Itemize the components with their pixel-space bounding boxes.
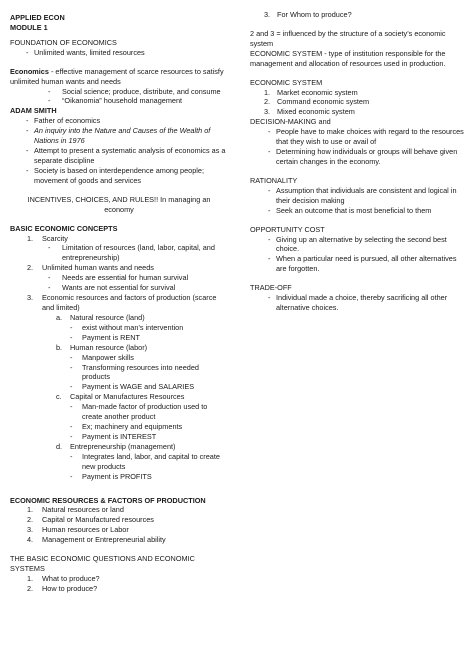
- economic-system-heading: ECONOMIC SYSTEM: [250, 77, 323, 87]
- list-item: - Father of economics: [26, 116, 101, 126]
- list-item: c. Capital or Manufactures Resources: [56, 392, 185, 402]
- list-item: 2. Capital or Manufactured resources: [27, 515, 154, 525]
- rationality-heading: RATIONALITY: [250, 175, 298, 185]
- list-item: - Transforming resources into needed products: [70, 362, 199, 382]
- list-item: - Ex; machinery and equipments: [70, 422, 183, 432]
- left-column: [10, 13, 228, 594]
- list-item: - Giving up an alternative by selecting the second best choice.: [268, 234, 447, 254]
- list-item: - Wants are not essential for survival: [48, 283, 176, 293]
- list-item: 3. Human resources or Labor: [27, 525, 129, 535]
- foundation-heading: FOUNDATION OF ECONOMICS: [10, 37, 117, 47]
- list-item: - Payment is WAGE and SALARIES: [70, 382, 195, 392]
- influence-note: 2 and 3 = influenced by the structure of a society’s economic system: [250, 28, 446, 48]
- list-item: - Payment is INTEREST: [70, 431, 157, 441]
- list-item: 3. For Whom to produce?: [264, 10, 352, 19]
- list-item: 4. Management or Entrepreneurial ability: [27, 535, 166, 545]
- list-item: - exist without man’s intervention: [70, 322, 184, 332]
- adam-smith-heading: ADAM SMITH: [10, 106, 57, 116]
- list-item: 3. Mixed economic system: [264, 107, 355, 117]
- list-item: - When a particular need is pursued, all other alternatives are forgotten.: [268, 254, 457, 274]
- list-item: - Seek an outcome that is most beneficial to them: [268, 205, 432, 215]
- list-item: a. Natural resource (land): [56, 312, 145, 322]
- questions-heading: THE BASIC ECONOMIC QUESTIONS AND ECONOMIC SYSTEMS: [10, 554, 195, 574]
- list-item: - Manpower skills: [70, 352, 134, 362]
- resources-heading: ECONOMIC RESOURCES & FACTORS OF PRODUCTION: [10, 495, 206, 505]
- right-column: [250, 10, 464, 313]
- list-item: - Unlimited wants, limited resources: [26, 47, 145, 57]
- list-item: - Determining how individuals or groups will behave given certain changes in the economy.: [268, 147, 458, 166]
- list-item: 1. Market economic system: [264, 87, 358, 97]
- list-item: - Needs are essential for human survival: [48, 273, 189, 283]
- list-item: 1. Natural resources or land: [27, 505, 124, 515]
- list-item: b. Human resource (labor): [56, 342, 148, 352]
- doc-title: APPLIED ECON: [10, 13, 65, 22]
- list-item: - Man-made factor of production used to create another product: [70, 402, 208, 422]
- list-item: - Limitation of resources (land, labor, capital, and entrepreneurship): [48, 243, 215, 263]
- list-item: - Attempt to present a systematic analysis of economics as a separate discipline: [26, 146, 226, 165]
- list-item: - An inquiry into the Nature and Causes of the Wealth of Nations in 1976: [26, 126, 211, 146]
- list-item: 2. Command economic system: [264, 97, 370, 107]
- list-item: 1. What to produce?: [27, 574, 100, 584]
- list-item: - “Oikanomia” household management: [48, 96, 183, 106]
- basic-concepts-heading: BASIC ECONOMIC CONCEPTS: [10, 223, 118, 233]
- list-item: - Society is based on interdependence among people; movement of goods and services: [26, 165, 204, 185]
- list-item: - Payment is PROFITS: [70, 471, 152, 481]
- economic-system-definition: ECONOMIC SYSTEM - type of institution responsible for the management and allocation of resources used in production.: [250, 48, 446, 68]
- list-item: - People have to make choices with regard to the resources that they wish to use or avail of: [268, 127, 464, 147]
- list-item: - Social science; produce, distribute, and consume: [48, 86, 221, 96]
- module-title: MODULE 1: [10, 22, 48, 32]
- trade-off-heading: TRADE-OFF: [250, 283, 292, 293]
- economics-definition: Economics - effective management of scarce resources to satisfy unlimited human wants and needs: [10, 66, 224, 86]
- list-item: 2. Unlimited human wants and needs: [27, 263, 154, 273]
- decision-making-heading: DECISION-MAKING and: [250, 117, 331, 127]
- list-item: 2. How to produce?: [27, 583, 98, 593]
- incentives-note: INCENTIVES, CHOICES, AND RULES!! In managing an economy: [27, 194, 211, 214]
- list-item: - Payment is RENT: [70, 332, 140, 342]
- list-item: - Individual made a choice, thereby sacrificing all other alternative choices.: [268, 293, 448, 313]
- list-item: d. Entrepreneurship (management): [56, 441, 176, 451]
- list-item: 3. Economic resources and factors of production (scarce and limited): [27, 293, 217, 312]
- list-item: - Integrates land, labor, and capital to create new products: [70, 451, 220, 471]
- list-item: 1. Scarcity: [27, 233, 68, 243]
- opportunity-cost-heading: OPPORTUNITY COST: [250, 224, 325, 234]
- list-item: - Assumption that individuals are consistent and logical in their decision making: [268, 185, 457, 205]
